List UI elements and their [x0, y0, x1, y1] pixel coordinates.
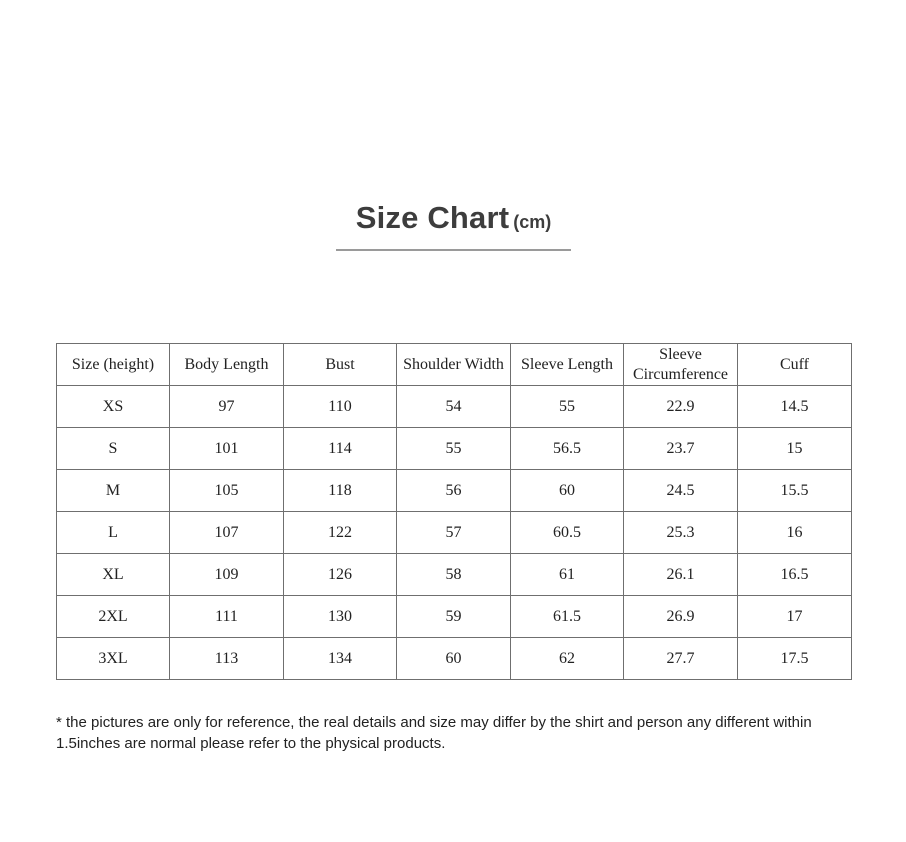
cell-size: 3XL [57, 638, 170, 680]
header-body-length: Body Length [170, 344, 284, 386]
cell-sleeve-length: 56.5 [511, 428, 624, 470]
table-row [57, 638, 852, 680]
header-size: Size (height) [57, 344, 170, 386]
cell-size: XL [57, 554, 170, 596]
table-row [57, 512, 852, 554]
cell-sleeve-length: 55 [511, 386, 624, 428]
header-cuff: Cuff [738, 344, 852, 386]
cell-body-length: 97 [170, 386, 284, 428]
cell-body-length: 113 [170, 638, 284, 680]
table-row [57, 596, 852, 638]
cell-cuff: 16 [738, 512, 852, 554]
title-text: Size Chart [355, 200, 510, 235]
cell-size: S [57, 428, 170, 470]
disclaimer-line-2: 1.5inches are normal please refer to the physical products. [56, 735, 446, 752]
header-bust: Bust [284, 344, 397, 386]
title-unit: (cm) [513, 212, 552, 232]
cell-bust: 114 [284, 428, 397, 470]
cell-sleeve-length: 60.5 [511, 512, 624, 554]
cell-shoulder-width: 60 [397, 638, 511, 680]
size-chart-title [336, 196, 571, 244]
cell-shoulder-width: 55 [397, 428, 511, 470]
cell-sleeve-length: 61 [511, 554, 624, 596]
cell-sleeve-circumference: 25.3 [624, 512, 738, 554]
cell-sleeve-circumference: 26.9 [624, 596, 738, 638]
cell-sleeve-circumference: 27.7 [624, 638, 738, 680]
cell-size: 2XL [57, 596, 170, 638]
cell-body-length: 101 [170, 428, 284, 470]
cell-sleeve-length: 62 [511, 638, 624, 680]
header-sleeve-length: Sleeve Length [511, 344, 624, 386]
cell-body-length: 109 [170, 554, 284, 596]
cell-size: M [57, 470, 170, 512]
cell-cuff: 15.5 [738, 470, 852, 512]
cell-sleeve-length: 60 [511, 470, 624, 512]
disclaimer-note [56, 712, 856, 754]
header-shoulder-width: Shoulder Width [397, 344, 511, 386]
cell-sleeve-circumference: 24.5 [624, 470, 738, 512]
cell-sleeve-circumference: 26.1 [624, 554, 738, 596]
table-row [57, 386, 852, 428]
cell-cuff: 17.5 [738, 638, 852, 680]
cell-shoulder-width: 56 [397, 470, 511, 512]
size-table [56, 343, 852, 680]
cell-sleeve-circumference: 22.9 [624, 386, 738, 428]
cell-bust: 126 [284, 554, 397, 596]
title-underline [336, 249, 571, 251]
cell-shoulder-width: 58 [397, 554, 511, 596]
cell-bust: 134 [284, 638, 397, 680]
cell-cuff: 15 [738, 428, 852, 470]
table-row [57, 554, 852, 596]
cell-shoulder-width: 59 [397, 596, 511, 638]
cell-bust: 110 [284, 386, 397, 428]
cell-body-length: 111 [170, 596, 284, 638]
cell-bust: 130 [284, 596, 397, 638]
cell-shoulder-width: 57 [397, 512, 511, 554]
cell-size: XS [57, 386, 170, 428]
table-row [57, 428, 852, 470]
cell-sleeve-circumference: 23.7 [624, 428, 738, 470]
cell-sleeve-length: 61.5 [511, 596, 624, 638]
cell-body-length: 105 [170, 470, 284, 512]
cell-body-length: 107 [170, 512, 284, 554]
cell-size: L [57, 512, 170, 554]
disclaimer-line-1: * the pictures are only for reference, the real details and size may differ by the shirt and person any different within [56, 714, 812, 731]
cell-bust: 118 [284, 470, 397, 512]
table-header-row [57, 344, 852, 386]
table-row [57, 470, 852, 512]
cell-cuff: 17 [738, 596, 852, 638]
header-sleeve-circumference: Sleeve Circumference [624, 344, 738, 386]
cell-bust: 122 [284, 512, 397, 554]
cell-cuff: 16.5 [738, 554, 852, 596]
cell-shoulder-width: 54 [397, 386, 511, 428]
cell-cuff: 14.5 [738, 386, 852, 428]
